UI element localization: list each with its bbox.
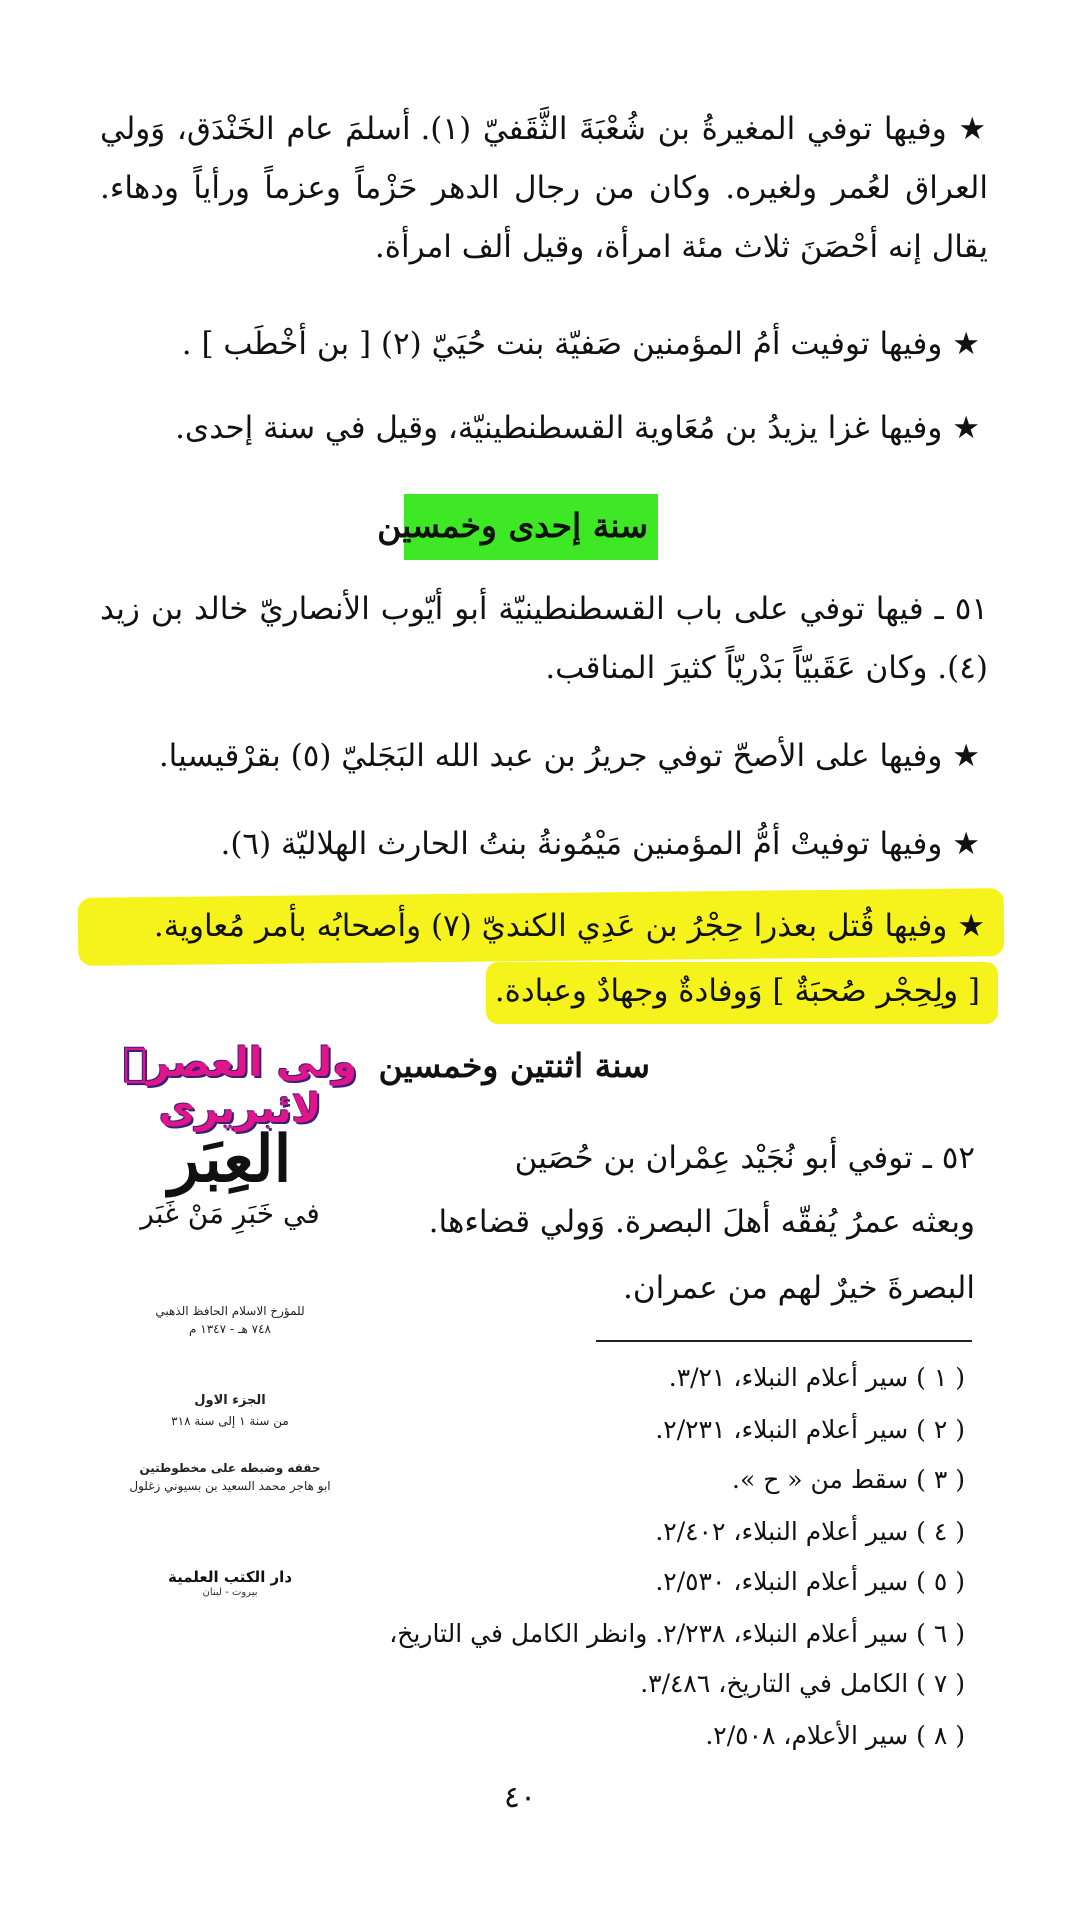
footnote-5: ( ٥ ) سير أعلام النبلاء، ٢/٥٣٠.: [655, 1567, 965, 1596]
cover-author-dates: ٧٤٨ هـ - ١٣٤٧ م: [189, 1322, 271, 1336]
entry-imran-continued: وبعثه عمرُ يُفقّه أهلَ البصرة. وَولي قضاءها.: [428, 1204, 975, 1240]
cover-author: للمؤرخ الاسلام الحافظ الذهبي: [155, 1304, 305, 1318]
entry-safiyya: ★ وفيها توفيت أمُ المؤمنين صَفيّة بنت حُيَيّ (٢) [ بن أخْطَب ] .: [181, 326, 980, 362]
book-cover: [100, 1122, 360, 1598]
cover-volume: الجزء الاول: [194, 1393, 266, 1408]
footnote-4: ( ٤ ) سير أعلام النبلاء، ٢/٤٠٢.: [655, 1517, 965, 1546]
cover-editor-heading: حققه وضبطه على مخطوطتين: [139, 1461, 321, 1475]
footnote-7: ( ٧ ) الكامل في التاريخ، ٣/٤٨٦.: [640, 1669, 965, 1698]
entry-imran: ٥٢ ـ توفي أبو نُجَيْد عِمْران بن حُصَين: [514, 1140, 975, 1176]
entry-yazid: ★ وفيها غزا يزيدُ بن مُعَاوية القسطنطينيّة، وقيل في سنة إحدى.: [175, 410, 980, 446]
cover-city: بيروت - لبنان: [202, 1587, 258, 1598]
entry-imran-end: البصرةَ خيرٌ لهم من عمران.: [622, 1270, 975, 1306]
cover-subtitle: في خَبَرِ مَنْ غَبَر: [140, 1197, 320, 1230]
footnote-1: ( ١ ) سير أعلام النبلاء، ٣/٢١.: [668, 1363, 965, 1392]
cover-editor-name: ابو هاجر محمد السعيد بن بسيوني زغلول: [129, 1479, 331, 1493]
heading-year-51: سنة إحدى وخمسين: [377, 506, 648, 545]
footnote-6: ( ٦ ) سير أعلام النبلاء، ٢/٢٣٨. وانظر الكامل في التاريخ،: [389, 1619, 965, 1648]
heading-year-52: سنة اثنتين وخمسين: [378, 1046, 650, 1085]
entry-hujr: ★ وفيها قُتل بعذرا حِجْرُ بن عَدِي الكنديّ (٧) وأصحابُه بأمر مُعاوية.: [153, 908, 985, 944]
cover-title: العِبَر: [168, 1122, 292, 1197]
entry-maymuna: ★ وفيها توفيتْ أمُّ المؤمنين مَيْمُونةُ بنتُ الحارث الهلاليّة (٦).: [220, 826, 980, 862]
paragraph-mughira: ★ وفيها توفي المغيرةُ بن شُعْبَةَ الثَّقَفيّ (١). أسلمَ عام الخَنْدَق، وَولي العراق لعُمر ولغيره. وكان من رجال الدهر حَزْماً وعزماً ورأياً ودهاء. يقال إنه أحْصَنَ ثلاث مئة امرأة، وقيل ألف امرأة.: [100, 111, 988, 265]
paragraph-abu-ayyub: ٥١ ـ فيها توفي على باب القسطنطينيّة أبو أيّوب الأنصاريّ خالد بن زيد (٤). وكان عَقَبيّاً بَدْريّاً كثيرَ المناقب.: [100, 591, 988, 686]
entry-hujr-continued: [ ولِحِجْر صُحبَةٌ ] وَوفادةٌ وجهادٌ وعبادة.: [494, 973, 980, 1009]
footnote-divider: [596, 1340, 972, 1342]
footnote-3: ( ٣ ) سقط من « ح ».: [732, 1465, 965, 1494]
page-number: ٤٠: [503, 1780, 537, 1815]
library-watermark: ولی العصرؒ لائبریری: [123, 1040, 357, 1132]
footnote-8: ( ٨ ) سير الأعلام، ٢/٥٠٨.: [705, 1721, 965, 1750]
footnote-2: ( ٢ ) سير أعلام النبلاء، ٢/٢٣١.: [655, 1415, 965, 1444]
cover-publisher: دار الكتب العلمية: [167, 1568, 293, 1586]
cover-volume-range: من سنة ١ إلى سنة ٣١٨: [171, 1414, 289, 1428]
entry-jarir: ★ وفيها على الأصحّ توفي جريرُ بن عبد الله البَجَليّ (٥) بقرْقيسيا.: [158, 738, 980, 774]
